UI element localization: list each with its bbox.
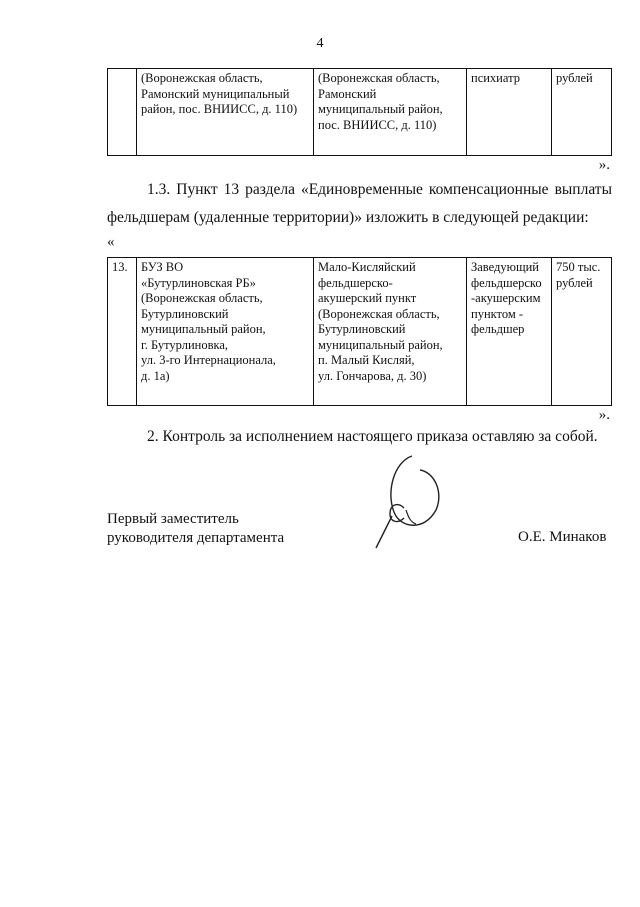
- cell-institution: БУЗ ВО «Бутурлиновская РБ» (Воронежская область, Бутурлиновский муниципальный район, г. Бутурлиновка, ул. 3-го Интернационала, д. 1а): [137, 258, 314, 406]
- table-bottom: [107, 257, 612, 406]
- cell-amount: рублей: [552, 69, 612, 156]
- cell-num: 13.: [108, 258, 137, 406]
- cell-location: (Воронежская область, Рамонский муниципальный район, пос. ВНИИСС, д. 110): [314, 69, 467, 156]
- table-top: [107, 68, 612, 156]
- cell-position: психиатр: [467, 69, 552, 156]
- paragraph-1-3: 1.3. Пункт 13 раздела «Единовременные компенсационные выплаты фельдшерам (удаленные территории)» изложить в следующей редакции:: [107, 181, 612, 226]
- signer-name: О.Е. Минаков: [518, 529, 607, 545]
- cell-location: Мало-Кисляйский фельдшерско- акушерский пункт (Воронежская область, Бутурлиновский муниципальный район, п. Малый Кисляй, ул. Гончарова, д. 30): [314, 258, 467, 406]
- closing-quote-bottom: ».: [598, 407, 610, 423]
- cell-institution: (Воронежская область, Рамонский муниципальный район, пос. ВНИИСС, д. 110): [137, 69, 314, 156]
- signature: [364, 452, 444, 552]
- signer-title: Первый заместитель руководителя департамента: [107, 511, 285, 546]
- paragraph-2: 2. Контроль за исполнением настоящего приказа оставляю за собой.: [147, 428, 598, 445]
- page-number: 4: [316, 36, 324, 51]
- opening-quote: «: [107, 234, 115, 250]
- cell-position: Заведующий фельдшерско -акушерским пунктом - фельдшер: [467, 258, 552, 406]
- closing-quote-top: ».: [598, 157, 610, 173]
- table-row: [108, 258, 612, 406]
- cell-num: [108, 69, 137, 156]
- cell-amount: 750 тыс. рублей: [552, 258, 612, 406]
- table-row: [108, 69, 612, 156]
